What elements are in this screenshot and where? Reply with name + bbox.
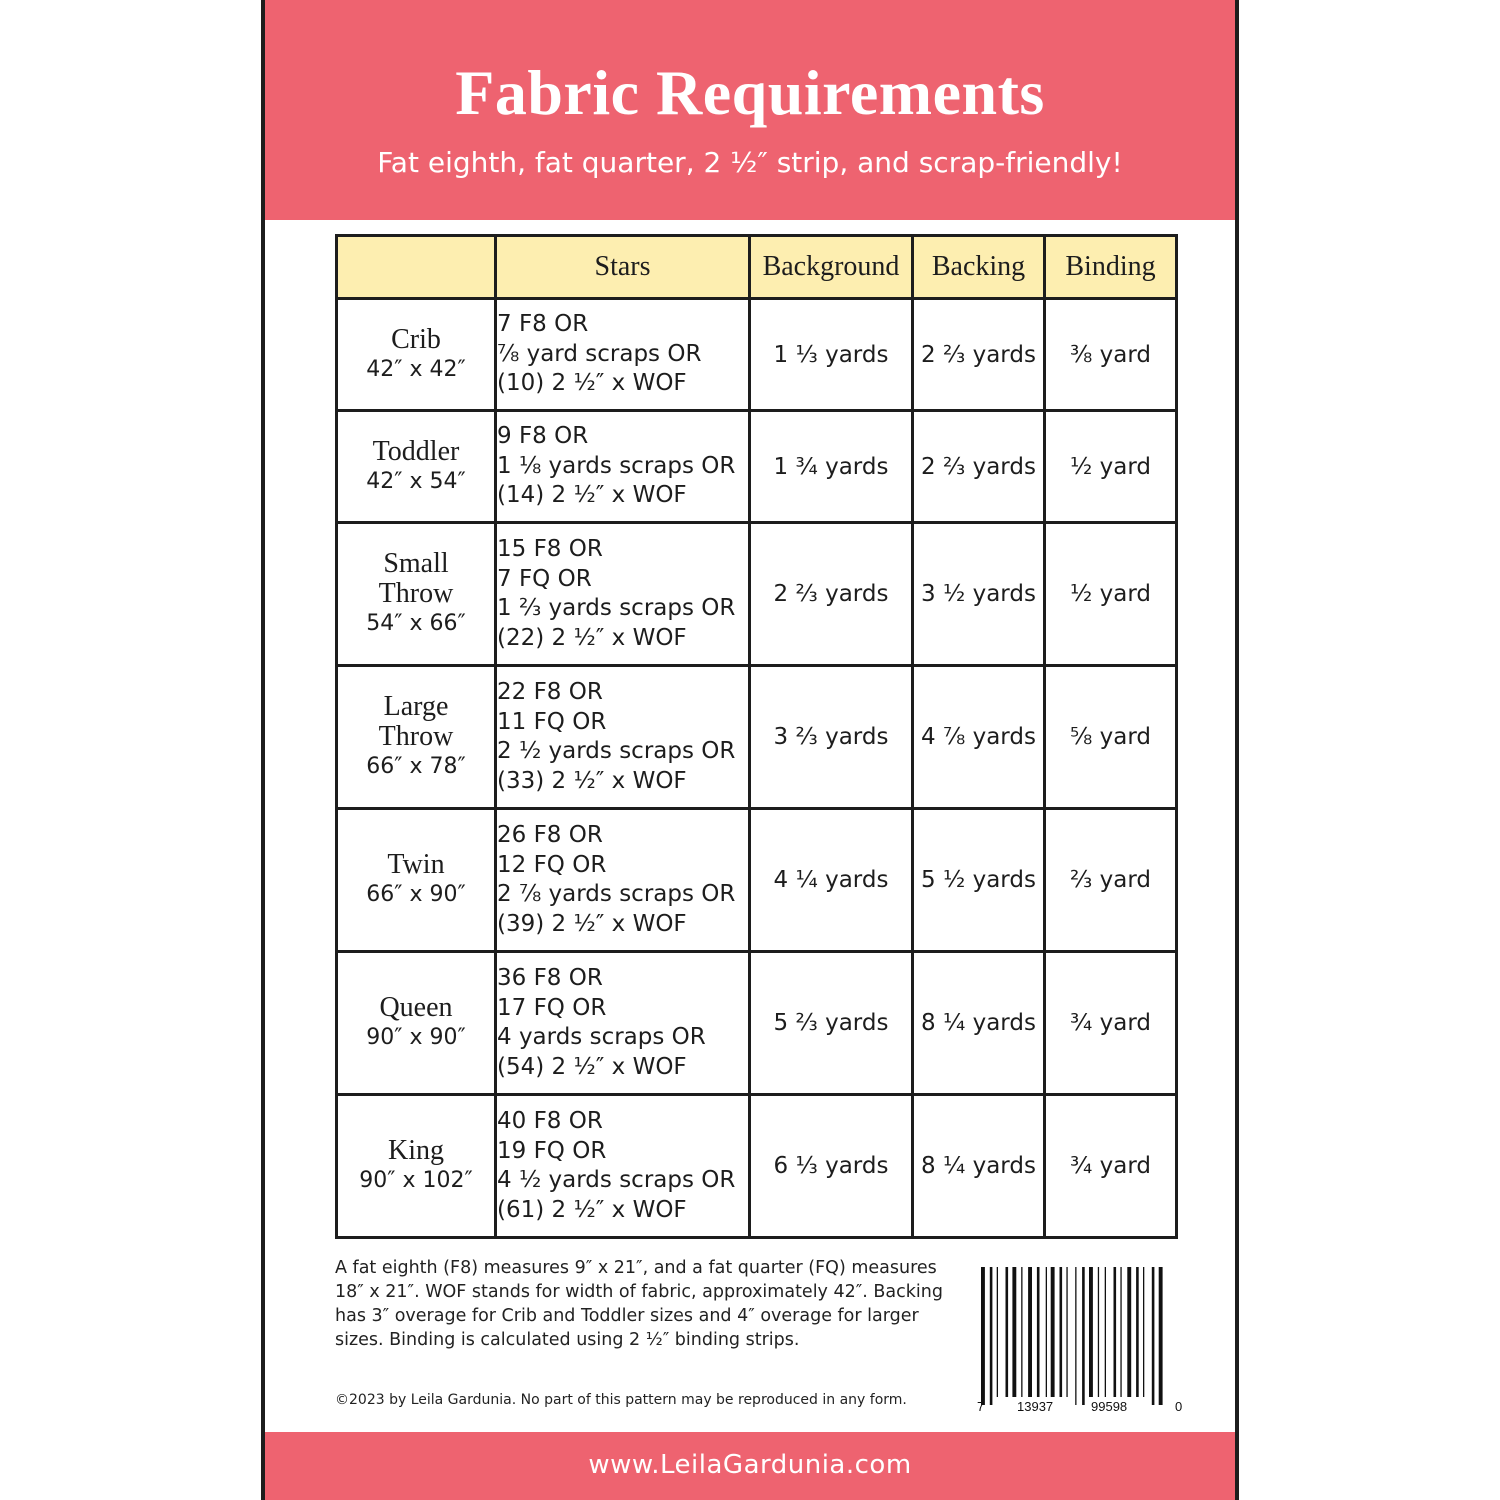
barcode-bar bbox=[1046, 1267, 1047, 1397]
barcode-bar bbox=[1098, 1267, 1099, 1397]
barcode-bar bbox=[1082, 1267, 1085, 1405]
stars-line: 26 F8 OR bbox=[497, 822, 603, 848]
binding-cell: ¾ yard bbox=[1045, 952, 1177, 1095]
size-name: Small Throw bbox=[378, 548, 454, 609]
header-banner bbox=[265, 0, 1235, 220]
backing-cell: 2 ⅔ yards bbox=[913, 299, 1045, 411]
barcode-bar bbox=[1028, 1267, 1032, 1397]
barcode-bar bbox=[1075, 1267, 1076, 1405]
stars-line: (33) 2 ½″ x WOF bbox=[497, 767, 687, 794]
size-cell bbox=[337, 299, 496, 411]
barcode-bar bbox=[1006, 1267, 1009, 1397]
stars-line: 4 yards scraps OR bbox=[497, 1024, 706, 1050]
size-dimensions: 42″ x 42″ bbox=[366, 356, 466, 382]
stars-line: 17 FQ OR bbox=[497, 994, 607, 1021]
stars-line: (54) 2 ½″ x WOF bbox=[497, 1053, 687, 1080]
page-title: Fabric Requirements bbox=[455, 57, 1045, 128]
backing-cell: 8 ¼ yards bbox=[913, 952, 1045, 1095]
barcode-bar bbox=[981, 1267, 985, 1405]
fabric-requirements-table bbox=[335, 234, 1178, 1239]
barcode-digit-left: 7 bbox=[977, 1399, 985, 1414]
stars-line: 40 F8 OR bbox=[497, 1108, 603, 1134]
binding-cell: ⅔ yard bbox=[1045, 809, 1177, 952]
background-cell: 1 ¾ yards bbox=[750, 411, 913, 523]
barcode-digits-group1: 13937 bbox=[1017, 1399, 1054, 1414]
table-row bbox=[337, 809, 1177, 952]
stars-line: 1 ⅔ yards scraps OR bbox=[497, 595, 736, 621]
size-name: Queen bbox=[379, 992, 453, 1023]
page-subtitle: Fat eighth, fat quarter, 2 ½″ strip, and scrap-friendly! bbox=[377, 146, 1123, 179]
binding-cell: ½ yard bbox=[1045, 523, 1177, 666]
size-name: King bbox=[388, 1135, 444, 1166]
website-link[interactable]: www.LeilaGardunia.com bbox=[588, 1450, 912, 1480]
background-cell: 1 ⅓ yards bbox=[750, 299, 913, 411]
stars-line: (61) 2 ½″ x WOF bbox=[497, 1196, 687, 1223]
barcode-bar bbox=[1114, 1267, 1117, 1397]
size-dimensions: 54″ x 66″ bbox=[366, 611, 466, 636]
pattern-card bbox=[261, 0, 1239, 1500]
column-header-size bbox=[337, 236, 496, 299]
table-row bbox=[337, 299, 1177, 411]
size-name: Large Throw bbox=[378, 691, 454, 752]
table-row bbox=[337, 411, 1177, 523]
size-dimensions: 66″ x 78″ bbox=[366, 754, 466, 779]
binding-cell: ⅝ yard bbox=[1045, 666, 1177, 809]
size-dimensions: 90″ x 90″ bbox=[366, 1025, 466, 1050]
stars-line: 2 ½ yards scraps OR bbox=[497, 738, 736, 764]
barcode-bar bbox=[1012, 1267, 1016, 1397]
table-header-row bbox=[337, 236, 1177, 299]
barcode-bar bbox=[1152, 1267, 1155, 1405]
table-row bbox=[337, 952, 1177, 1095]
stars-line: 11 FQ OR bbox=[497, 708, 607, 735]
barcode-bar bbox=[997, 1267, 998, 1397]
background-cell: 6 ⅓ yards bbox=[750, 1095, 913, 1238]
copyright-notice: ©2023 by Leila Gardunia. No part of this pattern may be reproduced in any form. bbox=[335, 1392, 907, 1408]
barcode-bar bbox=[1143, 1267, 1144, 1397]
stars-line: 4 ½ yards scraps OR bbox=[497, 1167, 736, 1193]
backing-cell: 4 ⅞ yards bbox=[913, 666, 1045, 809]
size-cell bbox=[337, 523, 496, 666]
footer-banner bbox=[265, 1432, 1235, 1500]
barcode-bar bbox=[1051, 1267, 1055, 1397]
size-dimensions: 90″ x 102″ bbox=[359, 1168, 473, 1193]
stars-line: 22 F8 OR bbox=[497, 679, 603, 705]
size-cell bbox=[337, 952, 496, 1095]
binding-cell: ¾ yard bbox=[1045, 1095, 1177, 1238]
stars-cell bbox=[496, 952, 750, 1095]
column-header-binding: Binding bbox=[1045, 236, 1177, 299]
size-name: Twin bbox=[387, 849, 445, 880]
binding-cell: ⅜ yard bbox=[1045, 299, 1177, 411]
stars-cell bbox=[496, 809, 750, 952]
stars-cell bbox=[496, 299, 750, 411]
barcode-bar bbox=[1136, 1267, 1139, 1397]
size-name: Crib bbox=[391, 323, 441, 355]
barcode-bar bbox=[990, 1267, 993, 1405]
stars-line: 12 FQ OR bbox=[497, 851, 607, 878]
barcode-bar bbox=[1021, 1267, 1022, 1397]
footnote: A fat eighth (F8) measures 9″ x 21″, and a fat quarter (FQ) measures 18″ x 21″. WOF stands for width of fabric, approximately 42″. Backing has 3″ overage for Crib and Toddler sizes and 4″ overage for larger sizes. Binding is calculated using 2 ½″ binding strips. bbox=[335, 1258, 943, 1350]
background-cell: 4 ¼ yards bbox=[750, 809, 913, 952]
barcode-bar bbox=[1089, 1267, 1093, 1397]
stars-line: 1 ⅛ yards scraps OR bbox=[497, 452, 736, 479]
stars-line: (22) 2 ½″ x WOF bbox=[497, 624, 687, 651]
barcode-digit-right: 0 bbox=[1175, 1399, 1183, 1414]
barcode-bar bbox=[1066, 1267, 1067, 1397]
background-cell: 2 ⅔ yards bbox=[750, 523, 913, 666]
stars-line: (14) 2 ½″ x WOF bbox=[497, 482, 687, 509]
barcode-bar bbox=[1120, 1267, 1121, 1397]
backing-cell: 8 ¼ yards bbox=[913, 1095, 1045, 1238]
stars-cell bbox=[496, 1095, 750, 1238]
size-dimensions: 66″ x 90″ bbox=[366, 882, 466, 907]
stars-line: 36 F8 OR bbox=[497, 965, 603, 991]
size-cell bbox=[337, 411, 496, 523]
stars-line: (39) 2 ½″ x WOF bbox=[497, 910, 687, 937]
table-row bbox=[337, 1095, 1177, 1238]
stars-line: 9 F8 OR bbox=[497, 423, 589, 450]
backing-cell: 5 ½ yards bbox=[913, 809, 1045, 952]
backing-cell: 3 ½ yards bbox=[913, 523, 1045, 666]
column-header-stars: Stars bbox=[496, 236, 750, 299]
stars-line: 2 ⅞ yards scraps OR bbox=[497, 881, 736, 907]
stars-cell bbox=[496, 411, 750, 523]
barcode-bar bbox=[1127, 1267, 1131, 1397]
stars-cell bbox=[496, 523, 750, 666]
column-header-backing: Backing bbox=[913, 236, 1045, 299]
binding-cell: ½ yard bbox=[1045, 411, 1177, 523]
size-name: Toddler bbox=[372, 435, 460, 467]
background-cell: 3 ⅔ yards bbox=[750, 666, 913, 809]
stars-line: (10) 2 ½″ x WOF bbox=[497, 370, 687, 397]
stars-line: 15 F8 OR bbox=[497, 536, 603, 562]
stars-line: 7 FQ OR bbox=[497, 565, 592, 592]
barcode-digits-group2: 99598 bbox=[1091, 1399, 1128, 1414]
backing-cell: 2 ⅔ yards bbox=[913, 411, 1045, 523]
column-header-background: Background bbox=[750, 236, 913, 299]
table-row bbox=[337, 523, 1177, 666]
barcode-bar bbox=[1105, 1267, 1106, 1397]
table-row bbox=[337, 666, 1177, 809]
barcode-bar bbox=[1060, 1267, 1063, 1397]
stars-line: 7 F8 OR bbox=[497, 311, 589, 338]
size-cell bbox=[337, 1095, 496, 1238]
background-cell: 5 ⅔ yards bbox=[750, 952, 913, 1095]
barcode-icon bbox=[977, 1265, 1183, 1415]
size-cell bbox=[337, 809, 496, 952]
stars-cell bbox=[496, 666, 750, 809]
barcode-bar bbox=[1159, 1267, 1163, 1405]
size-cell bbox=[337, 666, 496, 809]
stars-line: ⅞ yard scraps OR bbox=[497, 340, 702, 367]
barcode-bar bbox=[1037, 1267, 1040, 1397]
stars-line: 19 FQ OR bbox=[497, 1137, 607, 1164]
size-dimensions: 42″ x 54″ bbox=[366, 468, 466, 494]
